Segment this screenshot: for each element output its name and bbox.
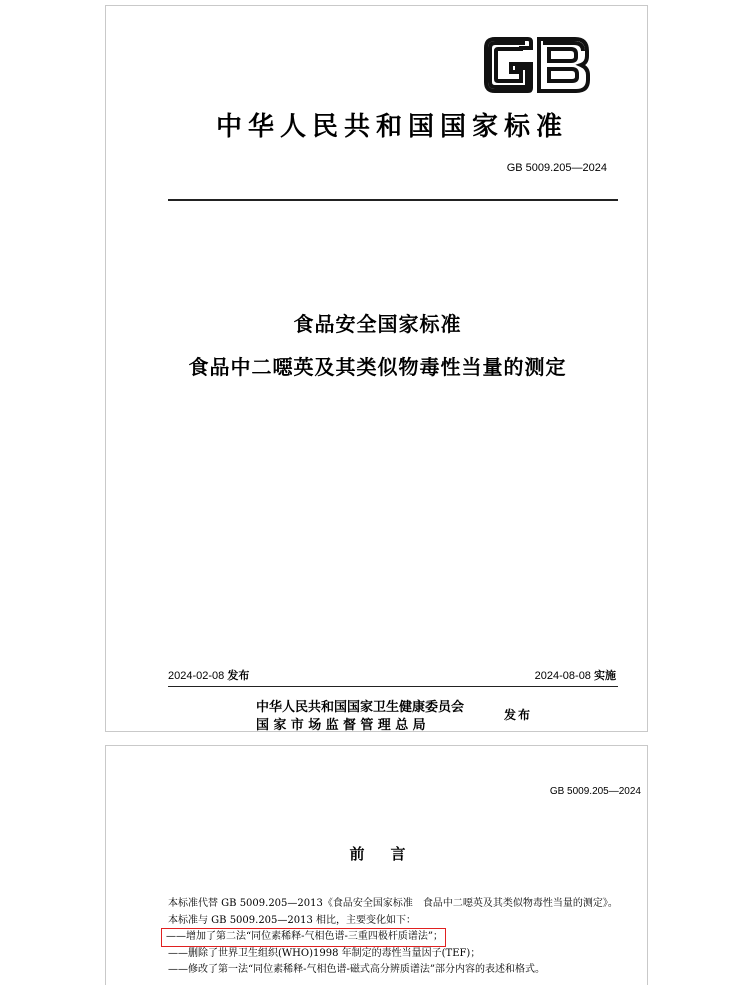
- issue-date-value: 2024-02-08: [168, 670, 225, 682]
- implementation-date: [535, 667, 616, 683]
- document-title-line2: 食品中二噁英及其类似物毒性当量的测定: [188, 355, 567, 379]
- impl-date-label: 实施: [594, 669, 616, 682]
- issuer-line1: 中华人民共和国国家卫生健康委员会: [256, 700, 465, 715]
- impl-date-value: 2024-08-08: [534, 670, 591, 682]
- issuer-line2: 国家市场监督管理总局: [256, 718, 431, 733]
- foreword-line: ——删除了世界卫生组织(WHO)1998 年制定的毒性当量因子(TEF)；: [168, 947, 481, 959]
- foreword-line: ——修改了第一法“同位素稀释-气相色谱-磁式高分辨质谱法”部分内容的表述和格式。: [168, 964, 545, 975]
- issue-date: [168, 667, 249, 683]
- foreword-heading: 前言: [349, 845, 432, 863]
- issuer-action: 发布: [504, 708, 533, 722]
- foreword-line: 本标准代替 GB 5009.205—2013《食品安全国家标准 食品中二噁英及其类似物毒性当量的测定》。: [168, 898, 618, 909]
- foreword-line: 本标准与 GB 5009.205—2013 相比，主要变化如下：: [168, 914, 417, 926]
- foreword-text: [168, 896, 643, 979]
- highlighted-foreword-line: ——增加了第二法“同位素稀释-气相色谱-三重四极杆质谱法”；: [162, 929, 445, 946]
- document-title-line1: 食品安全国家标准: [293, 312, 462, 336]
- issue-date-label: 发布: [227, 669, 250, 682]
- national-standard-title: 中华人民共和国国家标准: [215, 112, 568, 142]
- foreword-standard-code: GB 5009.205—2024: [549, 786, 641, 797]
- standard-cover-page: [105, 5, 648, 732]
- header-rule: [168, 199, 618, 201]
- footer-rule: [168, 686, 618, 687]
- standard-code: GB 5009.205—2024: [506, 162, 607, 174]
- gb-logo: [483, 36, 591, 94]
- foreword-page: [105, 745, 648, 985]
